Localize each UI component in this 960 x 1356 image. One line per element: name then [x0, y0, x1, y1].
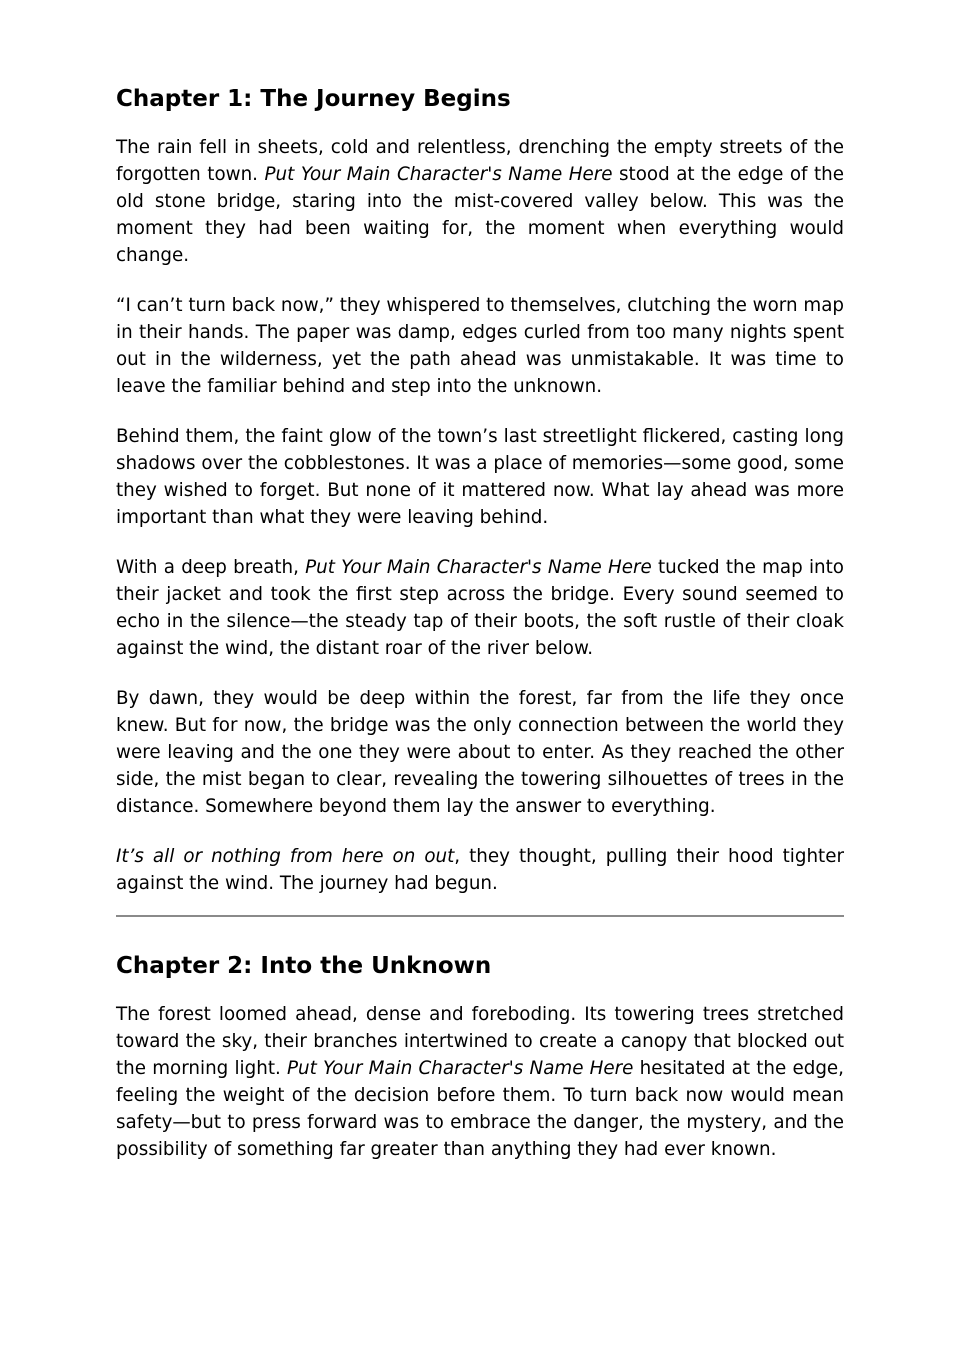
paragraph	[116, 685, 844, 820]
text-run: The forest loomed ahead, dense and foreboding. Its towering trees stretched toward the sky, their branches intertwined to create a canopy that blocked out the morning light.	[116, 1004, 844, 1079]
chapter-heading: Chapter 2: Into the Unknown	[116, 953, 492, 979]
section-divider	[116, 915, 844, 917]
paragraph	[116, 134, 844, 269]
paragraph	[116, 554, 844, 662]
paragraph	[116, 843, 844, 897]
chapter-section	[116, 84, 844, 897]
paragraph	[116, 292, 844, 400]
text-run: With a deep breath,	[116, 557, 306, 578]
document-content	[116, 84, 844, 1163]
italic-text-run: Put Your Main Character's Name Here	[287, 1058, 634, 1079]
text-run: hesitated at the edge, feeling the weight of the decision before them. To turn back now would mean safety—but to press forward was to embrace the danger, the mystery, and the possibility of something far greater than anything they had ever known.	[116, 1058, 844, 1160]
text-run: tucked the map into their jacket and took the first step across the bridge. Every sound seemed to echo in the silence—the steady tap of their boots, the soft rustle of their cloak against the wind, the distant roar of the river below.	[116, 557, 844, 659]
chapter-heading: Chapter 1: The Journey Begins	[116, 86, 511, 112]
text-run: stood at the edge of the old stone bridge, staring into the mist-covered valley below. This was the moment they had been waiting for, the moment when everything would change.	[116, 164, 844, 266]
italic-text-run: Put Your Main Character's Name Here	[305, 557, 652, 578]
chapter-section	[116, 951, 844, 1163]
text-run: , they thought, pulling their hood tighter against the wind. The journey had begun.	[116, 846, 844, 894]
paragraph	[116, 423, 844, 531]
text-run: By dawn, they would be deep within the forest, far from the life they once knew. But for now, the bridge was the only connection between the world they were leaving and the one they were about to enter. As they reached the other side, the mist began to clear, revealing the towering silhouettes of trees in the distance. Somewhere beyond them lay the answer to everything.	[116, 688, 844, 817]
paragraph	[116, 1001, 844, 1163]
italic-text-run: It’s all or nothing from here on out	[116, 846, 455, 867]
text-run: Behind them, the faint glow of the town’s last streetlight flickered, casting long shadows over the cobblestones. It was a place of memories—some good, some they wished to forget. But none of it mattered now. What lay ahead was more important than what they were leaving behind.	[116, 426, 844, 528]
text-run: “I can’t turn back now,” they whispered to themselves, clutching the worn map in their hands. The paper was damp, edges curled from too many nights spent out in the wilderness, yet the path ahead was unmistakable. It was time to leave the familiar behind and step into the unknown.	[116, 295, 844, 397]
italic-text-run: Put Your Main Character's Name Here	[264, 164, 613, 185]
text-run: The rain fell in sheets, cold and relentless, drenching the empty streets of the forgotten town.	[116, 137, 844, 185]
